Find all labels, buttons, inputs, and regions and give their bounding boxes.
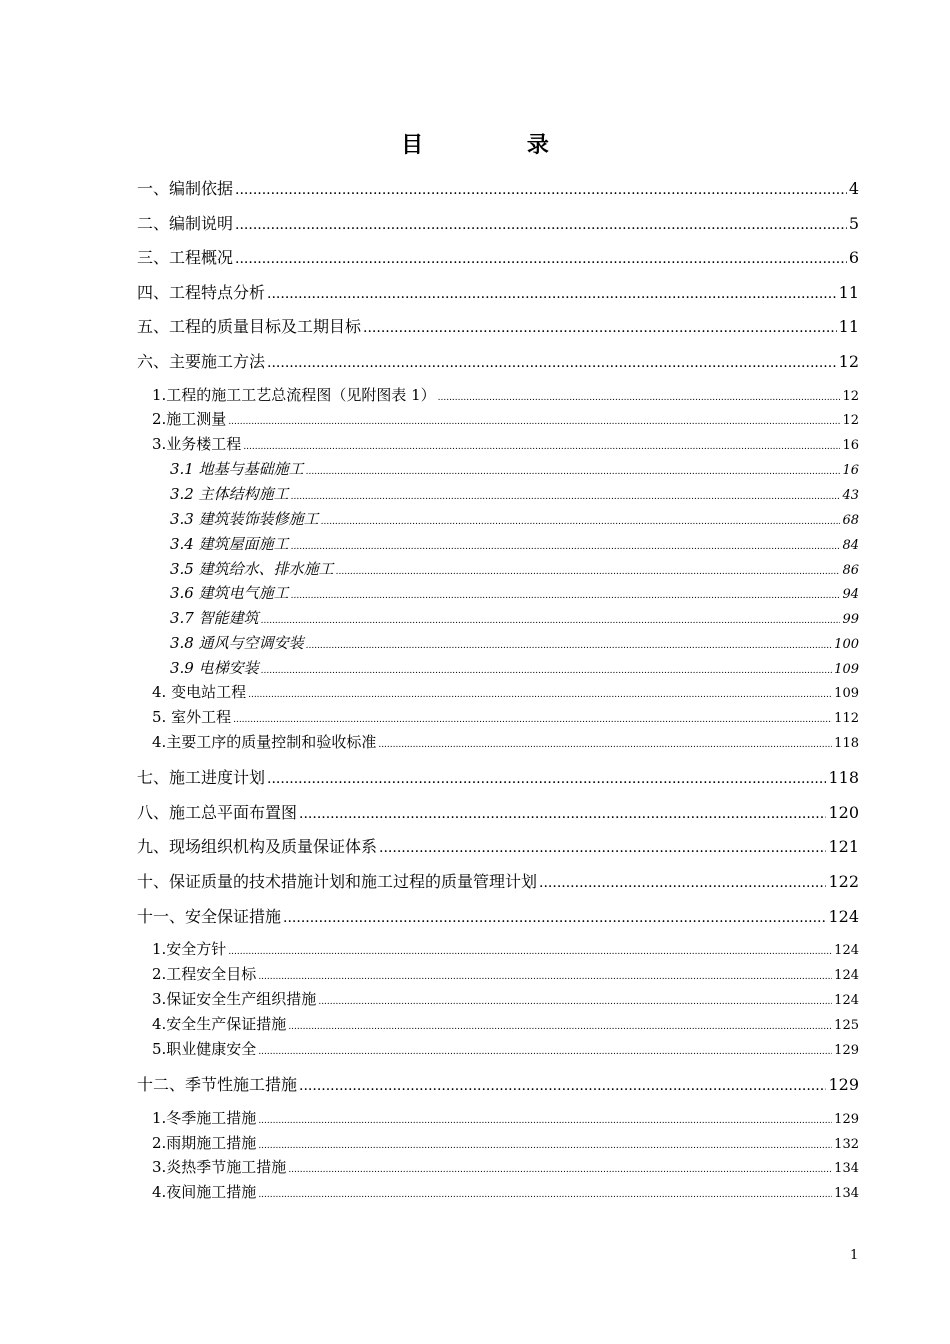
- dot-leader: [261, 616, 841, 626]
- page-title: 目 录: [401, 132, 597, 158]
- toc-entry[interactable]: [152, 408, 859, 428]
- toc-entry-page: 109: [834, 662, 859, 677]
- dot-leader: [291, 591, 841, 601]
- toc-entry-label: 2.施工测量: [152, 410, 227, 428]
- dot-leader: [306, 641, 833, 651]
- toc-entry[interactable]: [137, 765, 859, 787]
- toc-entry-label: 4. 变电站工程: [152, 683, 247, 701]
- toc-entry[interactable]: [152, 963, 859, 983]
- toc-entry-page: 99: [842, 612, 859, 627]
- toc-entry[interactable]: [137, 904, 859, 926]
- toc-entry-label: 1.冬季施工措施: [152, 1109, 257, 1127]
- toc-entry[interactable]: [170, 458, 859, 478]
- toc-entry[interactable]: [137, 211, 859, 233]
- toc-entry-page: 124: [834, 943, 859, 958]
- toc-entry-label: 3.3 建筑装饰装修施工: [170, 510, 319, 528]
- toc-entry-page: 112: [834, 711, 859, 726]
- dot-leader: [363, 320, 837, 336]
- dot-leader: [299, 806, 826, 822]
- toc-entry-label: 2.雨期施工措施: [152, 1134, 257, 1152]
- toc-entry-label: 3.业务楼工程: [152, 435, 242, 453]
- toc-entry-page: 12: [842, 389, 859, 404]
- toc-entry[interactable]: [152, 1107, 859, 1127]
- dot-leader: [228, 417, 840, 427]
- toc-entry-page: 124: [828, 907, 859, 926]
- dot-leader: [235, 182, 847, 198]
- toc-entry-page: 4: [848, 179, 859, 198]
- toc-entry-label: 4.主要工序的质量控制和验收标准: [152, 733, 377, 751]
- dot-leader: [336, 567, 841, 577]
- dot-leader: [288, 1165, 832, 1175]
- toc-entry[interactable]: [152, 1132, 859, 1152]
- toc-entry-page: 16: [842, 463, 859, 478]
- dot-leader: [306, 467, 841, 477]
- dot-leader: [243, 442, 840, 452]
- toc-entry-page: 125: [834, 1018, 859, 1033]
- toc-entry-label: 3.9 电梯安装: [170, 659, 259, 677]
- toc-entry-page: 129: [828, 1075, 859, 1094]
- toc-entry-page: 118: [828, 768, 859, 787]
- dot-leader: [258, 1190, 832, 1200]
- dot-leader: [233, 715, 832, 725]
- toc-entry-label: 十一、安全保证措施: [137, 907, 282, 926]
- dot-leader: [248, 690, 832, 700]
- dot-leader: [283, 910, 826, 926]
- dot-leader: [291, 492, 841, 502]
- toc-entry-page: 124: [834, 993, 859, 1008]
- toc-entry-page: 100: [834, 637, 859, 652]
- dot-leader: [235, 251, 847, 267]
- toc-entry-label: 五、工程的质量目标及工期目标: [137, 317, 362, 336]
- page-number: 1: [850, 1248, 859, 1263]
- toc-entry-page: 122: [828, 872, 859, 891]
- dot-leader: [235, 217, 847, 233]
- toc-entry-label: 十、保证质量的技术措施计划和施工过程的质量管理计划: [137, 872, 538, 891]
- toc-entry[interactable]: [170, 582, 859, 602]
- toc-entry-page: 12: [842, 413, 859, 428]
- toc-entry[interactable]: [170, 483, 859, 503]
- toc-entry[interactable]: [152, 1038, 859, 1058]
- toc-entry-label: 3.炎热季节施工措施: [152, 1158, 287, 1176]
- toc-entry-label: 4.安全生产保证措施: [152, 1015, 287, 1033]
- toc-entry[interactable]: [152, 1013, 859, 1033]
- dot-leader: [539, 875, 826, 891]
- toc-entry[interactable]: [170, 657, 859, 677]
- toc-entry-label: 九、现场组织机构及质量保证体系: [137, 837, 378, 856]
- toc-entry[interactable]: [137, 314, 859, 336]
- toc-entry[interactable]: [152, 988, 859, 1008]
- toc-entry-label: 二、编制说明: [137, 214, 234, 233]
- toc-entry-page: 120: [828, 803, 859, 822]
- toc-entry-page: 109: [834, 686, 859, 701]
- toc-entry[interactable]: [137, 349, 859, 371]
- toc-entry[interactable]: [137, 1072, 859, 1094]
- dot-leader: [258, 972, 832, 982]
- toc-entry-label: 3.8 通风与空调安装: [170, 634, 304, 652]
- toc-entry-label: 四、工程特点分析: [137, 283, 266, 302]
- dot-leader: [378, 740, 832, 750]
- toc-entry-page: 12: [838, 352, 859, 371]
- toc-entry-label: 3.1 地基与基础施工: [170, 460, 304, 478]
- toc-entry-label: 5. 室外工程: [152, 708, 232, 726]
- dot-leader: [291, 542, 841, 552]
- toc-entry-page: 68: [842, 513, 859, 528]
- toc-entry[interactable]: [137, 280, 859, 302]
- toc-entry-page: 94: [842, 587, 859, 602]
- toc-entry-label: 4.夜间施工措施: [152, 1183, 257, 1201]
- toc-entry[interactable]: [170, 558, 859, 578]
- toc-entry[interactable]: [170, 632, 859, 652]
- dot-leader: [258, 1141, 832, 1151]
- toc-entry-page: 84: [842, 538, 859, 553]
- toc-entry-page: 129: [834, 1043, 859, 1058]
- toc-entry-label: 八、施工总平面布置图: [137, 803, 298, 822]
- toc-entry-label: 3.6 建筑电气施工: [170, 584, 289, 602]
- dot-leader: [318, 997, 832, 1007]
- toc-entry[interactable]: [137, 800, 859, 822]
- toc-entry[interactable]: [137, 834, 859, 856]
- toc-entry-page: 5: [848, 214, 859, 233]
- toc-entry-page: 134: [834, 1186, 859, 1201]
- toc-entry-page: 16: [842, 438, 859, 453]
- dot-leader: [321, 517, 841, 527]
- dot-leader: [267, 286, 837, 302]
- dot-leader: [228, 947, 832, 957]
- toc-entry[interactable]: [152, 681, 859, 701]
- toc-entry-page: 11: [838, 283, 859, 302]
- dot-leader: [438, 393, 841, 403]
- toc-entry-label: 5.职业健康安全: [152, 1040, 257, 1058]
- toc-entry[interactable]: [152, 433, 859, 453]
- toc-entry[interactable]: [152, 706, 859, 726]
- toc-entry-label: 3.5 建筑给水、排水施工: [170, 560, 334, 578]
- dot-leader: [258, 1116, 832, 1126]
- toc-entry-label: 十二、季节性施工措施: [137, 1075, 298, 1094]
- toc-entry-label: 2.工程安全目标: [152, 965, 257, 983]
- toc-entry-label: 六、主要施工方法: [137, 352, 266, 371]
- dot-leader: [299, 1078, 826, 1094]
- toc-entry-page: 11: [838, 317, 859, 336]
- dot-leader: [288, 1022, 832, 1032]
- toc-entry-page: 86: [842, 563, 859, 578]
- toc-entry-page: 6: [848, 248, 859, 267]
- toc-entry-label: 1.安全方针: [152, 940, 227, 958]
- toc-entry[interactable]: [170, 533, 859, 553]
- toc-entry[interactable]: [152, 1181, 859, 1201]
- toc-entry-label: 3.保证安全生产组织措施: [152, 990, 317, 1008]
- toc-entry-label: 一、编制依据: [137, 179, 234, 198]
- toc-entry-page: 124: [834, 968, 859, 983]
- toc-entry-label: 三、工程概况: [137, 248, 234, 267]
- dot-leader: [267, 355, 837, 371]
- toc-entry-page: 43: [842, 488, 859, 503]
- toc-entry[interactable]: [137, 176, 859, 198]
- toc-entry-label: 3.2 主体结构施工: [170, 485, 289, 503]
- toc-entry[interactable]: [170, 508, 859, 528]
- toc-entry[interactable]: [152, 938, 859, 958]
- dot-leader: [258, 1047, 832, 1057]
- toc-entry[interactable]: [152, 1156, 859, 1176]
- toc-entry-page: 132: [834, 1137, 859, 1152]
- dot-leader: [267, 771, 826, 787]
- toc-entry-label: 3.4 建筑屋面施工: [170, 535, 289, 553]
- toc-entry-label: 3.7 智能建筑: [170, 609, 259, 627]
- toc-entry-label: 1.工程的施工工艺总流程图（见附图表 1）: [152, 386, 436, 404]
- toc-entry-page: 118: [834, 736, 859, 751]
- toc-entry-page: 129: [834, 1112, 859, 1127]
- toc-entry-label: 七、施工进度计划: [137, 768, 266, 787]
- toc-entry[interactable]: [170, 607, 859, 627]
- dot-leader: [261, 666, 833, 676]
- toc-entry[interactable]: [152, 384, 859, 404]
- toc-entry-page: 134: [834, 1161, 859, 1176]
- toc-entry[interactable]: [137, 245, 859, 267]
- toc-entry-page: 121: [828, 837, 859, 856]
- toc-entry[interactable]: [137, 869, 859, 891]
- dot-leader: [379, 840, 826, 856]
- toc-entry[interactable]: [152, 731, 859, 751]
